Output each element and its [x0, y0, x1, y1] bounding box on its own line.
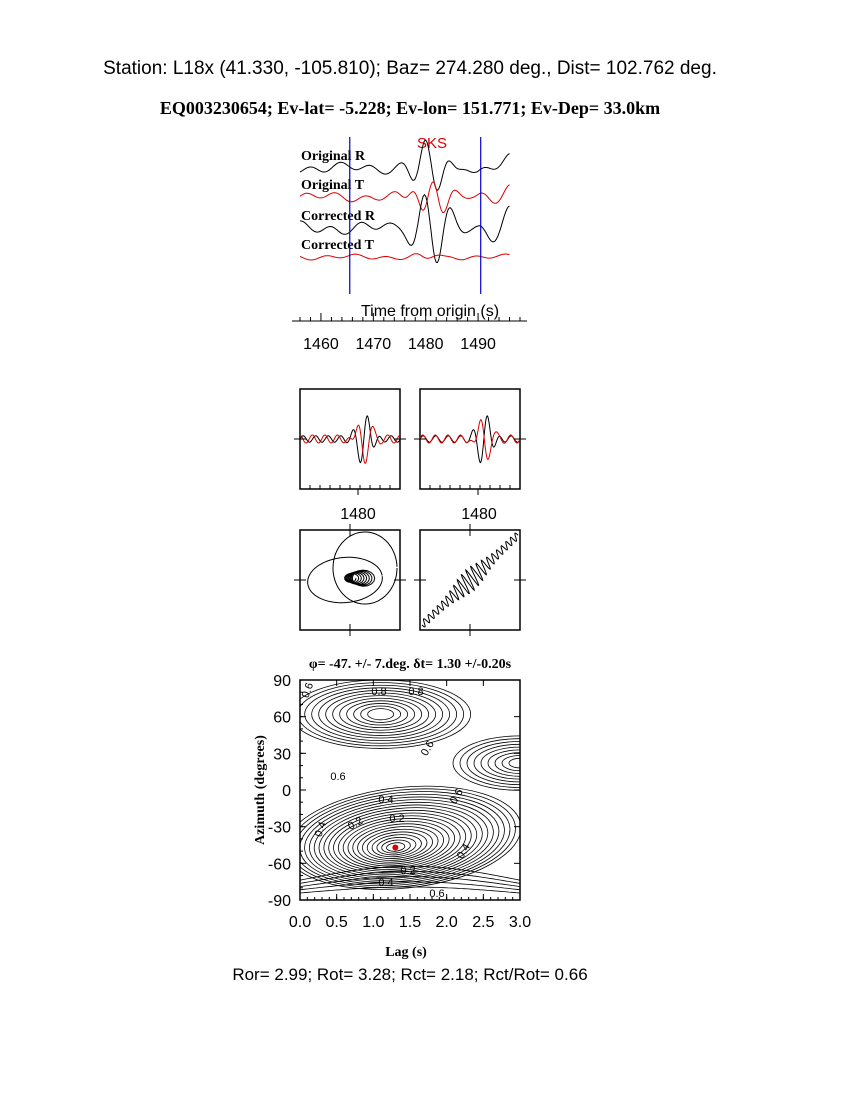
time-tick-label: 1470 — [355, 336, 392, 353]
event-info-line: EQ003230654; Ev-lat= -5.228; Ev-lon= 151.771; Ev-Dep= 33.0km — [159, 98, 661, 118]
particle-motion-left-path — [308, 532, 397, 604]
particle-motion-right-path — [422, 533, 518, 627]
contour-label: 0.8 — [371, 686, 387, 698]
contour-label: 0.4 — [454, 841, 473, 862]
contour-label: 0.2 — [400, 865, 416, 877]
seismogram-x-axis-label: Time from origin (s) — [360, 303, 500, 320]
contour-label: 0.2 — [389, 813, 405, 825]
azimuth-tick-label: 60 — [273, 709, 291, 727]
trace-name-labels — [301, 149, 376, 253]
trace-label: Corrected R — [301, 209, 375, 224]
waveform-right-x-tick: 1480 — [461, 506, 497, 523]
lag-tick-label: 0.0 — [288, 914, 312, 931]
contour-label: 0.8 — [408, 686, 424, 698]
azimuth-tick-label: 90 — [273, 673, 291, 690]
phase-label-sks: SKS — [416, 135, 448, 152]
best-fit-marker — [392, 844, 398, 850]
contour-line — [354, 703, 408, 725]
ratio-summary-line: Ror= 2.99; Rot= 3.28; Rct= 2.18; Rct/Rot= 0.66 — [232, 965, 588, 984]
seismogram-panel — [292, 135, 527, 353]
lag-tick-label: 2.0 — [435, 914, 458, 931]
azimuth-tick-label: -60 — [267, 856, 291, 874]
waveform-t-trace — [420, 420, 520, 460]
azimuth-tick-label: 0 — [282, 783, 291, 800]
waveform-comparison-panel — [294, 389, 526, 523]
azimuth-tick-label: -30 — [267, 819, 291, 837]
particle-motion-panel — [294, 524, 526, 636]
waveform-r-trace — [300, 416, 400, 463]
lag-tick-label: 2.5 — [472, 914, 495, 931]
lag-tick-label: 0.5 — [325, 914, 348, 931]
waveform-t-trace — [300, 425, 400, 463]
contour-line — [368, 709, 394, 720]
contour-label: 0.6 — [418, 738, 437, 759]
energy-grid-y-label: Azimuth (degrees) — [253, 735, 268, 845]
waveform-right-traces — [420, 416, 520, 463]
contour-label: 0.2 — [345, 814, 366, 833]
contour-label: 0.4 — [312, 820, 330, 839]
energy-grid-title: φ= -47. +/- 7.deg. δt= 1.30 +/-0.20s — [308, 657, 512, 672]
lag-tick-label: 3.0 — [508, 914, 532, 931]
particle-linear-path — [422, 533, 518, 627]
contour-label: 0.6 — [299, 681, 317, 700]
lag-tick-label: 1.5 — [398, 914, 422, 931]
energy-grid-x-label: Lag (s) — [385, 945, 427, 960]
particle-loop — [333, 532, 397, 604]
contour-label: 0.6 — [330, 771, 346, 783]
contour-label: 0.6 — [429, 888, 445, 900]
time-tick-label: 1460 — [303, 336, 339, 353]
trace-line-corrected-t — [300, 254, 510, 260]
contour-label: 0.4 — [378, 794, 394, 806]
waveform-r-trace — [420, 416, 520, 463]
time-tick-label: 1480 — [407, 336, 444, 353]
energy-contour-lines — [280, 680, 587, 900]
station-info-line: Station: L18x (41.330, -105.810); Baz= 274.280 deg., Dist= 102.762 deg. — [103, 58, 717, 79]
waveform-left-traces — [300, 416, 400, 463]
trace-label: Original R — [301, 149, 366, 164]
trace-label: Corrected T — [301, 238, 374, 253]
waveform-left-x-tick: 1480 — [340, 506, 376, 523]
lag-tick-label: 1.0 — [362, 914, 385, 931]
contour-line — [295, 785, 509, 894]
trace-label: Original T — [301, 178, 365, 193]
particle-scribble — [345, 570, 375, 586]
energy-grid-panel — [253, 657, 587, 960]
contour-line — [347, 701, 415, 728]
azimuth-tick-label: -90 — [267, 893, 291, 910]
particle-box-ticks — [294, 524, 526, 636]
contour-label: 0.6 — [447, 786, 466, 807]
contour-label: 0.4 — [378, 877, 394, 889]
contour-line — [326, 693, 436, 735]
time-tick-label: 1490 — [460, 336, 496, 353]
azimuth-tick-label: 30 — [273, 746, 291, 764]
